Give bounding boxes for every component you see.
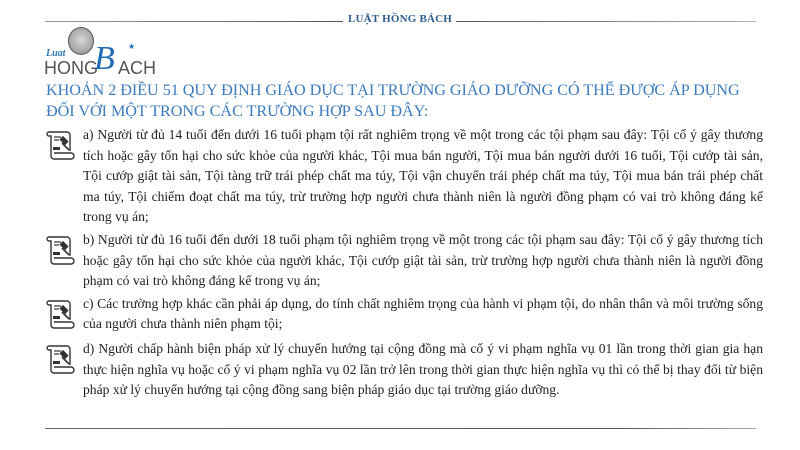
list-item — [43, 339, 763, 401]
logo-star-icon: ★ — [128, 42, 136, 51]
header-rule-right — [456, 21, 756, 22]
clause-a-text: a) Người từ đủ 14 tuổi đến dưới 16 tuổi phạm tội rất nghiêm trọng về một trong các tội phạm sau đây: Tội cố ý gây thương tích hoặc gây tổn hại cho sức khỏe của người khác, Tội mua bán người, Tội mua bán người dưới 16 tuổi, Tội cướp tài sản, Tội cướp giật tài sản, Tội tàng trữ trái phép chất ma túy, Tội vận chuyển trái phép chất ma túy, Tội mua bán trái phép chất ma túy, Tội chiếm đoạt chất ma túy, trừ trường hợp người chưa thành niên là người đồng phạm có vai trò không đáng kể trong vụ án; — [83, 127, 763, 225]
law-scroll-gavel-icon — [45, 342, 75, 374]
list-item — [43, 230, 763, 292]
header-rule-left — [45, 21, 343, 22]
logo — [42, 24, 162, 76]
logo-text-part2: ACH — [118, 58, 157, 78]
law-scroll-gavel-icon — [45, 233, 75, 265]
logo-emblem-icon — [68, 27, 94, 55]
clause-b-text: b) Người từ đủ 16 tuổi đến dưới 18 tuổi phạm tội nghiêm trọng về một trong các tội phạm sau đây: Tội cố ý gây thương tích hoặc gây tổn hại cho sức khỏe của người khác, Tội cướp giật tài sản, trừ trường hợp người chưa thành niên là người đồng phạm có vai trò không đáng kể trong vụ án; — [83, 231, 763, 289]
logo-text-part1: HONG — [44, 58, 98, 78]
law-scroll-gavel-icon — [45, 128, 75, 160]
clause-c-text: c) Các trường hợp khác cần phải áp dụng, do tính chất nghiêm trọng của hành vi phạm tội, do nhân thân và môi trường sống của người chưa thành niên phạm tội; — [83, 295, 763, 332]
clause-list — [43, 125, 763, 401]
list-item — [43, 125, 763, 228]
list-item — [43, 294, 763, 335]
page-title: KHOẢN 2 ĐIỀU 51 QUY ĐỊNH GIÁO DỤC TẠI TRƯỜNG GIÁO DƯỠNG CÓ THỂ ĐƯỢC ÁP DỤNG ĐỐI VỚI MỘT TRONG CÁC TRƯỜNG HỢP SAU ĐÂY: — [46, 81, 740, 120]
law-scroll-gavel-icon — [45, 297, 75, 329]
logo-small-text: Luat — [46, 48, 66, 59]
logo-script-letter: B — [94, 40, 115, 77]
footer-rule — [45, 428, 756, 429]
clause-d-text: d) Người chấp hành biện pháp xử lý chuyển hướng tại cộng đồng mà cố ý vi phạm nghĩa vụ 01 lần trong thời gian gia hạn thực hiện nghĩa vụ hoặc cố ý vi phạm nghĩa vụ 02 lần trở lên trong thời gian thực hiện nghĩa vụ thì có thể bị thay đổi từ biện pháp xử lý chuyển hướng tại cộng đồng sang biện pháp giáo dục tại trường giáo dưỡng. — [83, 340, 763, 398]
brand-header-text: LUẬT HỒNG BÁCH — [347, 13, 453, 25]
